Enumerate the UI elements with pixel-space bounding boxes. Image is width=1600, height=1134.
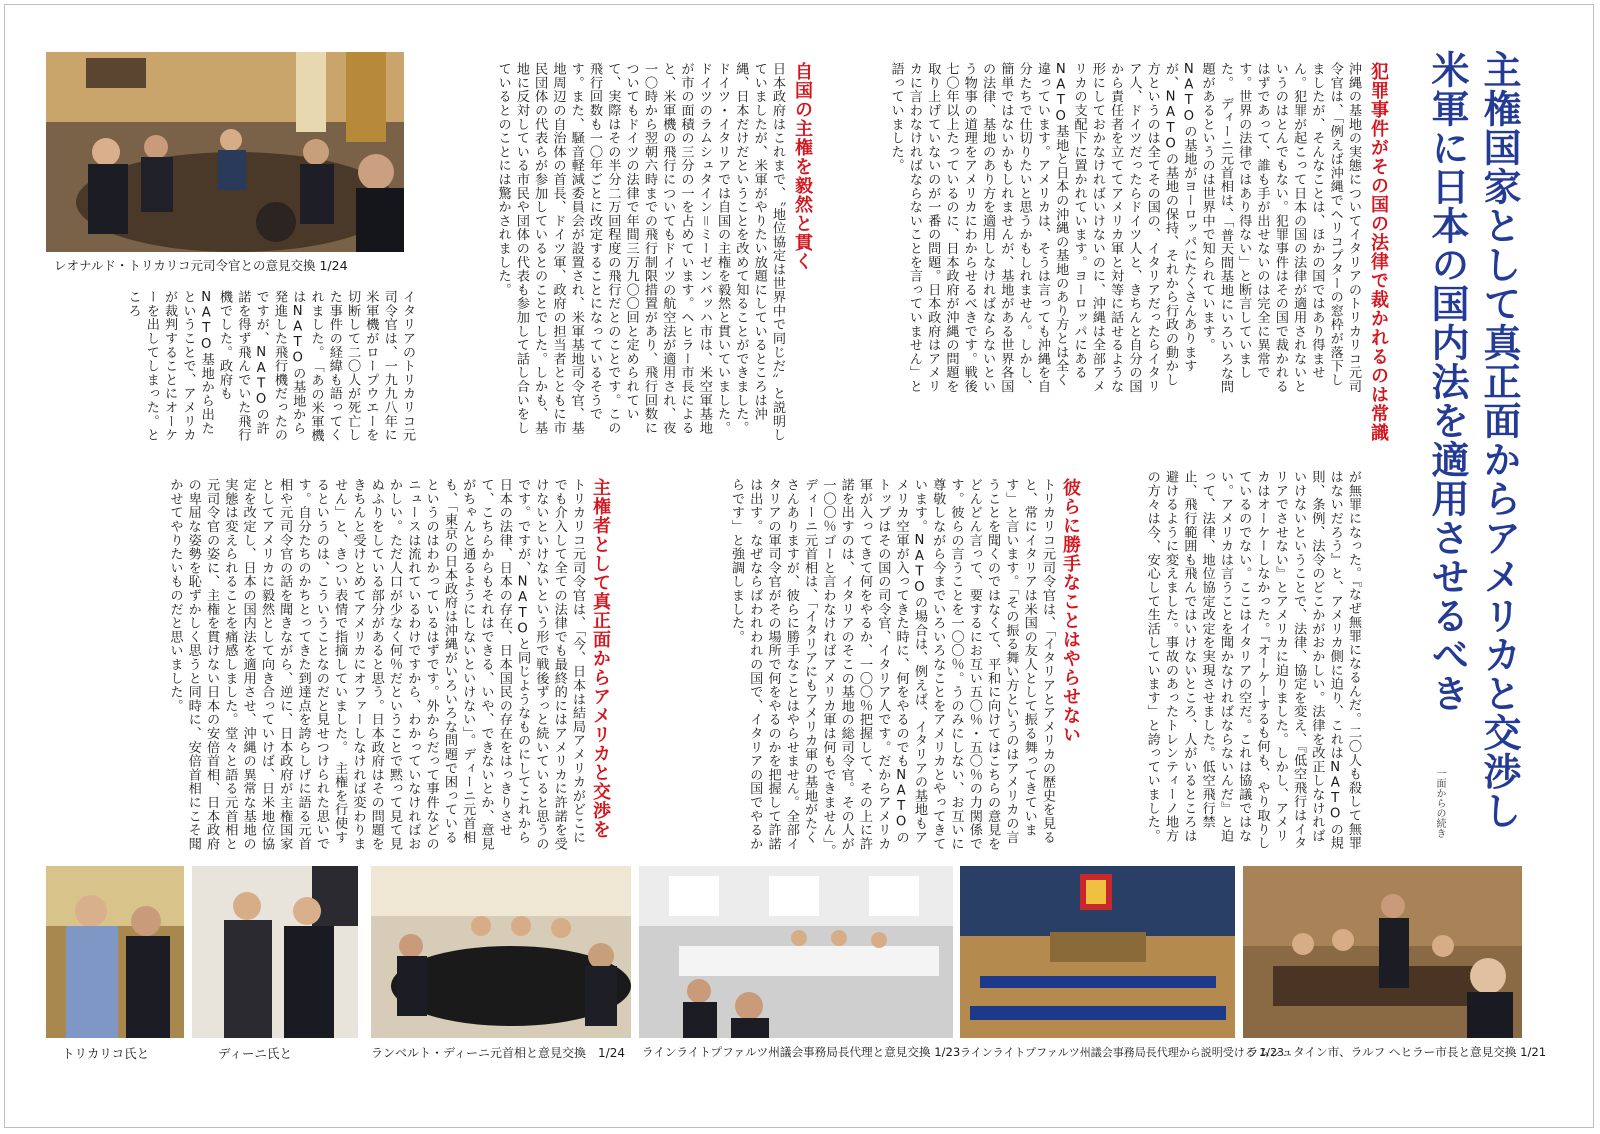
- caption-dini: ディーニ氏と: [218, 1046, 293, 1061]
- caption-top-photo: レオナルド・トリカリコ元司令官との意見交換 1/24: [54, 258, 348, 273]
- photo-tricarico-meeting: [46, 52, 404, 252]
- article-text-d: が無罪になった。『なぜ無罪になるんだ。二〇人も殺して無罪はないだろう』と、アメリカ側に迫り、これはNATOの規則、条例、法令のどこかがおかしい。法律を改正しなければいけないということで、法律、協定を変え、『低空飛行はイタリアでさせない』とアメリカに迫りました。しかし、アメリカはオーケーしなかった。『オーケーするも何も、やり取りしているのでない。ここはイタリアの空だ。これは協議ではない。アメリカは言うことを聞かなければならないんだ』と迫って、法律、地位協定改定を実現させました。低空飛行禁止、飛行範囲も飛んではいけないところ、人がいるところは避けるように変えました。事故のあったトレンティーノ地方の方々は今、安心して生活しています」と誇っていました。: [1144, 470, 1361, 850]
- photo-rlp-parliament-meeting: [639, 866, 953, 1038]
- caption-rlp-meeting: ラインライトプファルツ州議会事務局長代理と意見交換 1/23: [642, 1045, 961, 1059]
- continued-note: 一面からの続き: [1434, 768, 1445, 838]
- photo-dini-meeting: [371, 866, 631, 1038]
- article-text-f: トリカリコ元司令官は、「今、日本は結局アメリカがどこにでも介入して全ての法律でも最終的にはアメリカに許諾を受けないといけないという形で戦後ずっと続いていると思うのです。ですが、NATOと同じようなものにしてこれから日本の法律、日本の存在、日本国民の存在をはっきりさせて、こちらからもそれはできる、いや、できないとか、意見がちゃんと通るようにしないといけない」。ディーニ元首相も、「東京の日本政府は沖縄がいろいろな問題で困っているというのはわかっているはずです。外からだって事件などのニュースは流れているわけですから、わかっていなければおかしい。ただ人口が少なく何％だということで黙って見て見ぬふりをしている部分があると思う。日本政府はその問題をきちんと受けとめてアメリカにオファーしなければ変わりません」と、きつい表情で指摘していました。 主権を行使するというのは、こういうことなのだと見せつけられた思いです。自分たちのかちとってきた到達点を誇らしげに語る元首相や元司令官の話を聞きながら、逆に、日本政府が主権国家としてアメリカに毅然として向き合っていけば、日米地位協定を改定し、日本の国内法を適用させ、沖縄の異常な基地の実態は変えられることを痛感しました。堂々と語る元首相と元司令官の姿に、主権を貫けない日本の安倍首相、日本政府の卑屈な姿勢を恥ずかしく思うと同時に、安倍首相にこそ聞かせてやりたいものだと思いました。: [167, 478, 585, 851]
- subhead-negotiate: 主権者として真正面からアメリカと交渉を: [590, 478, 611, 839]
- photo-rlp-parliament-chamber: [960, 866, 1235, 1038]
- photo-with-tricarico: [46, 866, 184, 1038]
- caption-tricarico: トリカリコ氏と: [62, 1046, 150, 1061]
- article-text-a: 沖縄の基地の実態についてイタリアのトリカリコ元司令官は、「例えば沖縄でヘリコプターの窓枠が落下しましたが、そんなことは、ほかの国ではあり得ません。犯罪が起こって日本の国の法律が適用されないというのはとんでもない。犯罪事件はその国で裁かれるはずであって、誰も手が出せないのは完全に異常です。世界の法律ではあり得ない」と断言していました。 ディーニ元首相は、「普天間基地にいろいろな問題があるというのは世界中で知られています。NATOの基地がヨーロッパにたくさんありますが、NATOの基地の保持、それから行政の動かし方というのは全てその国の、イタリアだったらイタリア人、ドイツだったらドイツ人と、きちんと自分の国から責任者を立ててアメリカ軍と対等に話せるような形にしておかなければいけないのに、沖縄は全部アメリカの支配下に置かれています。ヨーロッパにあるNATO基地と日本の沖縄の基地のあり方とは全く違っています。アメリカは、そうは言っても沖縄を自分たちで仕切りたいと思うかもしれません。しかし、簡単ではないかもしれませんが、基地がある世界各国の法律、基地のあり方を適用しなければならないという物事の道理をアメリカにわからせるべきです。戦後七〇年以上たっているのに、日本政府が沖縄の問題を取り上げていないのが一番の問題。日本政府はアメリカに言わなければならないことを言っていません」と語っていました。: [888, 62, 1361, 394]
- photo-with-dini: [192, 866, 358, 1038]
- subhead-sovereignty: 自国の主権を毅然と貫く: [792, 62, 813, 271]
- headline-line1: 主権国家として真正面からアメリカと交渉し: [1477, 50, 1521, 830]
- article-text-e: トリカリコ元司令官は、「イタリアとアメリカの歴史を見ると、常にイタリアは米国の友人として振る舞ってきています」と言います。「その振る舞い方というのはアメリカの言うことを聞くのではなくて、平和に向けてはこちらの意見をどんどん言って、要するにお互い五〇％・五〇％の力関係です。彼らの言うことを一〇〇％。うのみにしない、お互いに尊敬しながら今までいろいろなことをアメリカとやってきています。NATOの場合は、例えば、イタリアの基地もアメリカ空軍が入ってきた時に、何をやるのでもNATOのトップはその国の司令官、イタリア人です。だからアメリカ軍が入ってきて何をやるか、一〇〇％把握して、その上に許諾を出すのは、イタリアのそこの基地の総司令官。その人が一〇〇％ゴーと言わなければアメリカ軍は何もできません」。 ディーニ元首相は、「イタリアにもアメリカ軍の基地がたくさんありますが、彼らに勝手なことはやらせません。全部イタリアの軍司令官がその場所で何をやるのかを把握して許諾は出す。なぜならばわれわれの国で、イタリアの国でやるからです」と強調しました。: [728, 478, 1055, 866]
- caption-rlp-chamber: ラインライトプファルツ州議会事務局長代理から説明受ける 1/23: [960, 1046, 1284, 1059]
- caption-dini-meeting: ランベルト・ディーニ元首相と意見交換 1/24: [371, 1046, 625, 1060]
- article-text-c: イタリアのトリカリコ元司令官は、一九九八年に米軍機がロープウエーを切断して二〇人が死亡した事件の経緯も語ってくれました。 「あの米軍機はNATOの基地から発進した飛行機だったのですが、NATOの許諾を得ず飛んでいた飛行機でした。政府もNATO基地から出たということで、アメリカが裁判することにオーケーを出してしまった。ところ: [125, 290, 415, 443]
- subhead-no-free-hand: 彼らに勝手なことはやらせない: [1060, 478, 1081, 744]
- subhead-crime: 犯罪事件がその国の法律で裁かれるのは常識: [1368, 62, 1389, 442]
- article-text-b: 日本政府はこれまで、〝地位協定は世界中で同じだ〟と説明していましたが、米軍がやりたい放題にしているところは沖縄、日本だけだということを改めて知ることができました。ドイツ・イタリアでは自国の主権を毅然と貫いていました。 ドイツのラムシュタイン＝ミーゼンバッハ市は、米空軍基地が市の面積の三分の一を占めています。ヘヒラー市長によると、米軍機の飛行についてもドイツの航空法が適用され、夜一〇時から翌朝六時までの飛行制限措置があり、飛行回数についてもドイツの法律で年間三万九〇〇回と定められていて、実際はその半分二万回程度の飛行だとのことです。この飛行回数も一〇年ごとに改定することになっているそうです。また、騒音軽減委員会が設置され、米軍基地司令官、基地周辺の自治体の首長、ドイツ軍、政府の担当者とともに市民団体の代表らが参加しているとのことでした。しかも、基地に反対している市民や団体の代表も参加して話し合いをしているとのことには驚かされました。: [495, 62, 785, 442]
- photo-ramstein-mayor: [1243, 866, 1522, 1038]
- caption-ramstein: ラムシュタイン市、ラルフ ヘヒラー市長と意見交換 1/21: [1247, 1045, 1547, 1059]
- headline-line2: 米軍に日本の国内法を適用させるべき: [1425, 50, 1469, 713]
